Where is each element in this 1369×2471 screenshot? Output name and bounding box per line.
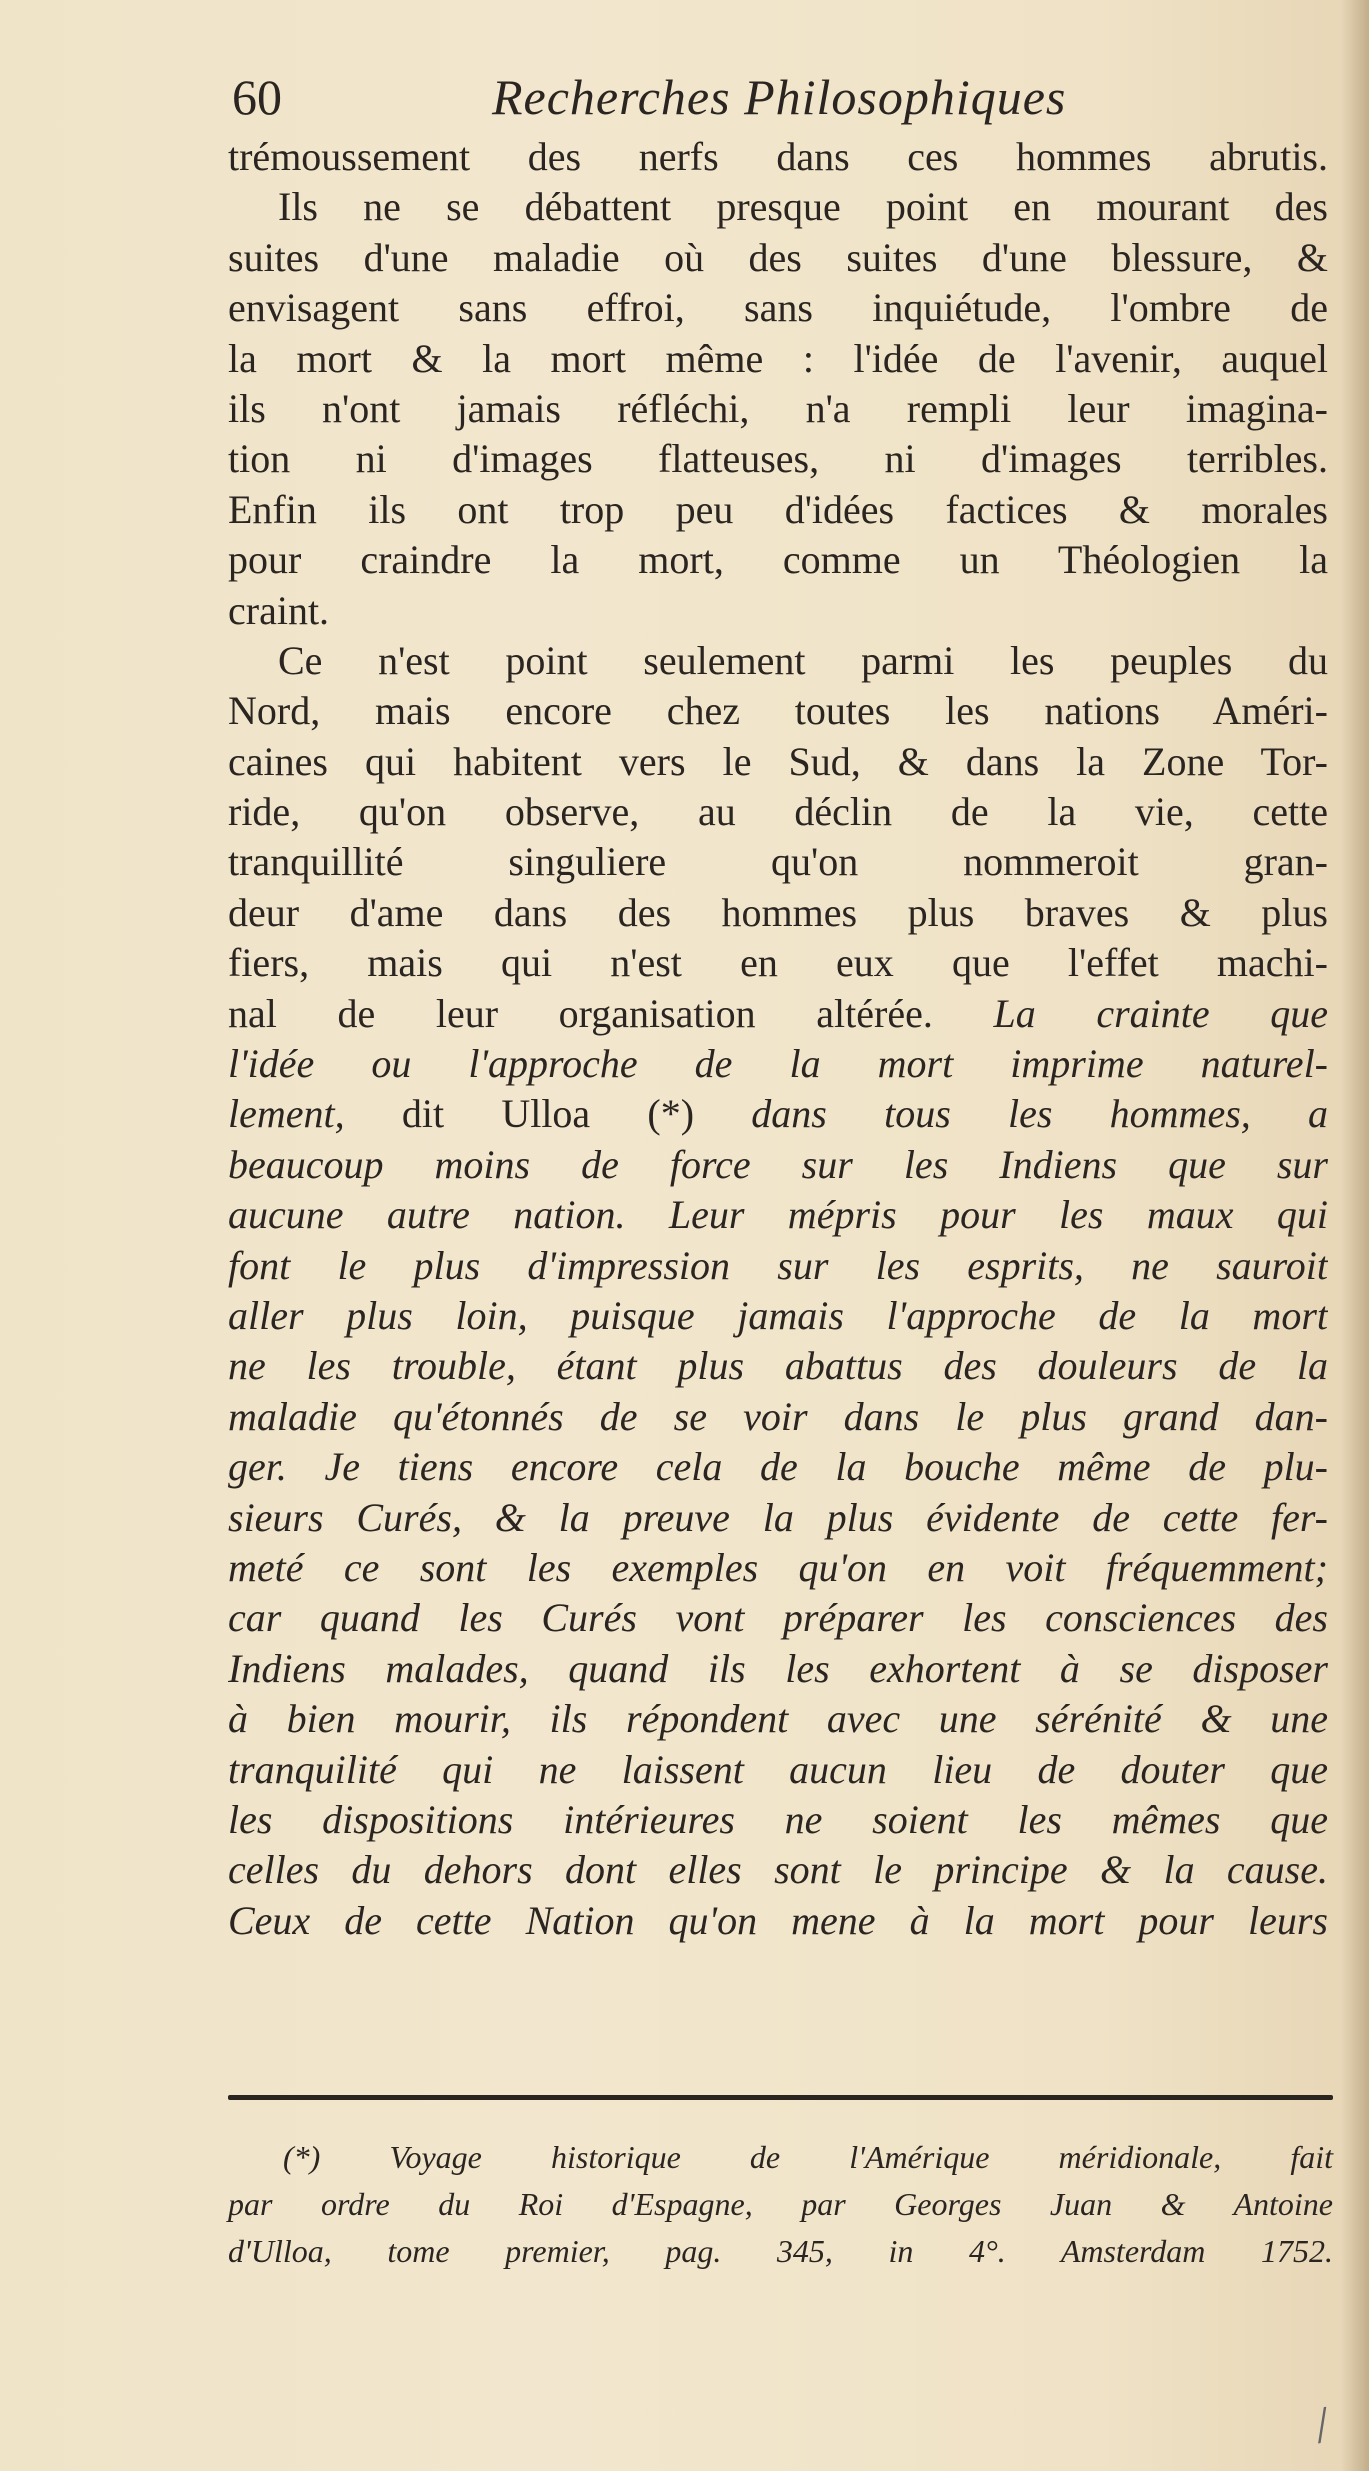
running-head: Recherches Philosophiques [492,69,1067,125]
quote-segment: dans tous les hommes, a [751,1091,1328,1137]
footnote [228,2134,1333,2275]
text-line: la mort & la mort même : l'idée de l'avenir, auquel [228,335,1328,381]
text-line: aller plus loin, puisque jamais l'approche de la mort [228,1292,1328,1338]
text-line [228,1089,1328,1139]
text-line: deur d'ame dans des hommes plus braves & plus [228,889,1328,935]
text-line: font le plus d'impression sur les esprits, ne sauroit [228,1242,1328,1288]
text-line [228,989,1328,1039]
text-line: Ceux de cette Nation qu'on mene à la mort pour leurs [228,1897,1328,1943]
text-line: tion ni d'images flatteuses, ni d'images terribles. [228,436,1328,482]
text-line: à bien mourir, ils répondent avec une sérénité & une [228,1696,1328,1742]
footnote-line: d'Ulloa, tome premier, pag. 345, in 4°. Amsterdam 1752. [228,2233,1333,2269]
text-line: Ce n'est point seulement parmi les peuples du [278,637,1328,683]
text-line: Ils ne se débattent presque point en mourant des [278,184,1328,230]
quote-segment: lement, [228,1091,345,1137]
text-line: craint. [228,587,330,633]
text-line: tranquilité qui ne laissent aucun lieu de douter que [228,1746,1328,1792]
footnote-line: (*) Voyage historique de l'Amérique méridionale, fait [283,2139,1333,2175]
text-line: tranquillité singuliere qu'on nommeroit gran- [228,839,1328,885]
text-line: ils n'ont jamais réfléchi, n'a rempli leur imagina- [228,385,1328,431]
footnote-rule [228,2095,1333,2100]
text-segment: dit Ulloa (*) [401,1091,695,1137]
text-line: ne les trouble, étant plus abattus des douleurs de la [228,1343,1328,1389]
text-line: ger. Je tiens encore cela de la bouche même de plu- [228,1444,1328,1490]
margin-mark: / [1310,2396,1335,2455]
body-text [228,132,1328,1946]
text-line: les dispositions intérieures ne soient les mêmes que [228,1796,1328,1842]
text-line: fiers, mais qui n'est en eux que l'effet machi- [228,940,1328,986]
text-line: maladie qu'étonnés de se voir dans le plus grand dan- [228,1393,1328,1439]
text-line: celles du dehors dont elles sont le principe & la cause. [228,1847,1328,1893]
text-line: car quand les Curés vont préparer les consciences des [228,1595,1328,1641]
text-line: Nord, mais encore chez toutes les nations Améri- [228,688,1328,734]
text-segment: nal de leur organisation altérée. [228,990,933,1036]
text-line: Indiens malades, quand ils les exhortent à se disposer [228,1645,1328,1691]
page-edge-shadow [1341,0,1369,2471]
text-line: suites d'une maladie où des suites d'une blessure, & [228,234,1328,280]
page-number: 60 [232,69,282,125]
text-line: aucune autre nation. Leur mépris pour les maux qui [228,1192,1328,1238]
text-line: ride, qu'on observe, au déclin de la vie, cette [228,789,1328,835]
text-line: trémoussement des nerfs dans ces hommes abrutis. [228,134,1328,179]
text-line: sieurs Curés, & la preuve la plus évidente de cette fer- [228,1494,1328,1540]
text-line: l'idée ou l'approche de la mort imprime naturel- [228,1041,1328,1087]
quote-segment: La crainte que [993,990,1328,1036]
page-header [232,62,1322,132]
text-line: caines qui habitent vers le Sud, & dans la Zone Tor- [228,738,1328,784]
text-line: pour craindre la mort, comme un Théologien la [228,537,1328,583]
text-line: meté ce sont les exemples qu'on en voit fréquemment; [228,1544,1328,1590]
text-line: Enfin ils ont trop peu d'idées factices & morales [228,486,1328,532]
text-line: beaucoup moins de force sur les Indiens que sur [228,1141,1328,1187]
text-line: envisagent sans effroi, sans inquiétude, l'ombre de [228,285,1328,331]
footnote-line: par ordre du Roi d'Espagne, par Georges Juan & Antoine [228,2186,1333,2222]
